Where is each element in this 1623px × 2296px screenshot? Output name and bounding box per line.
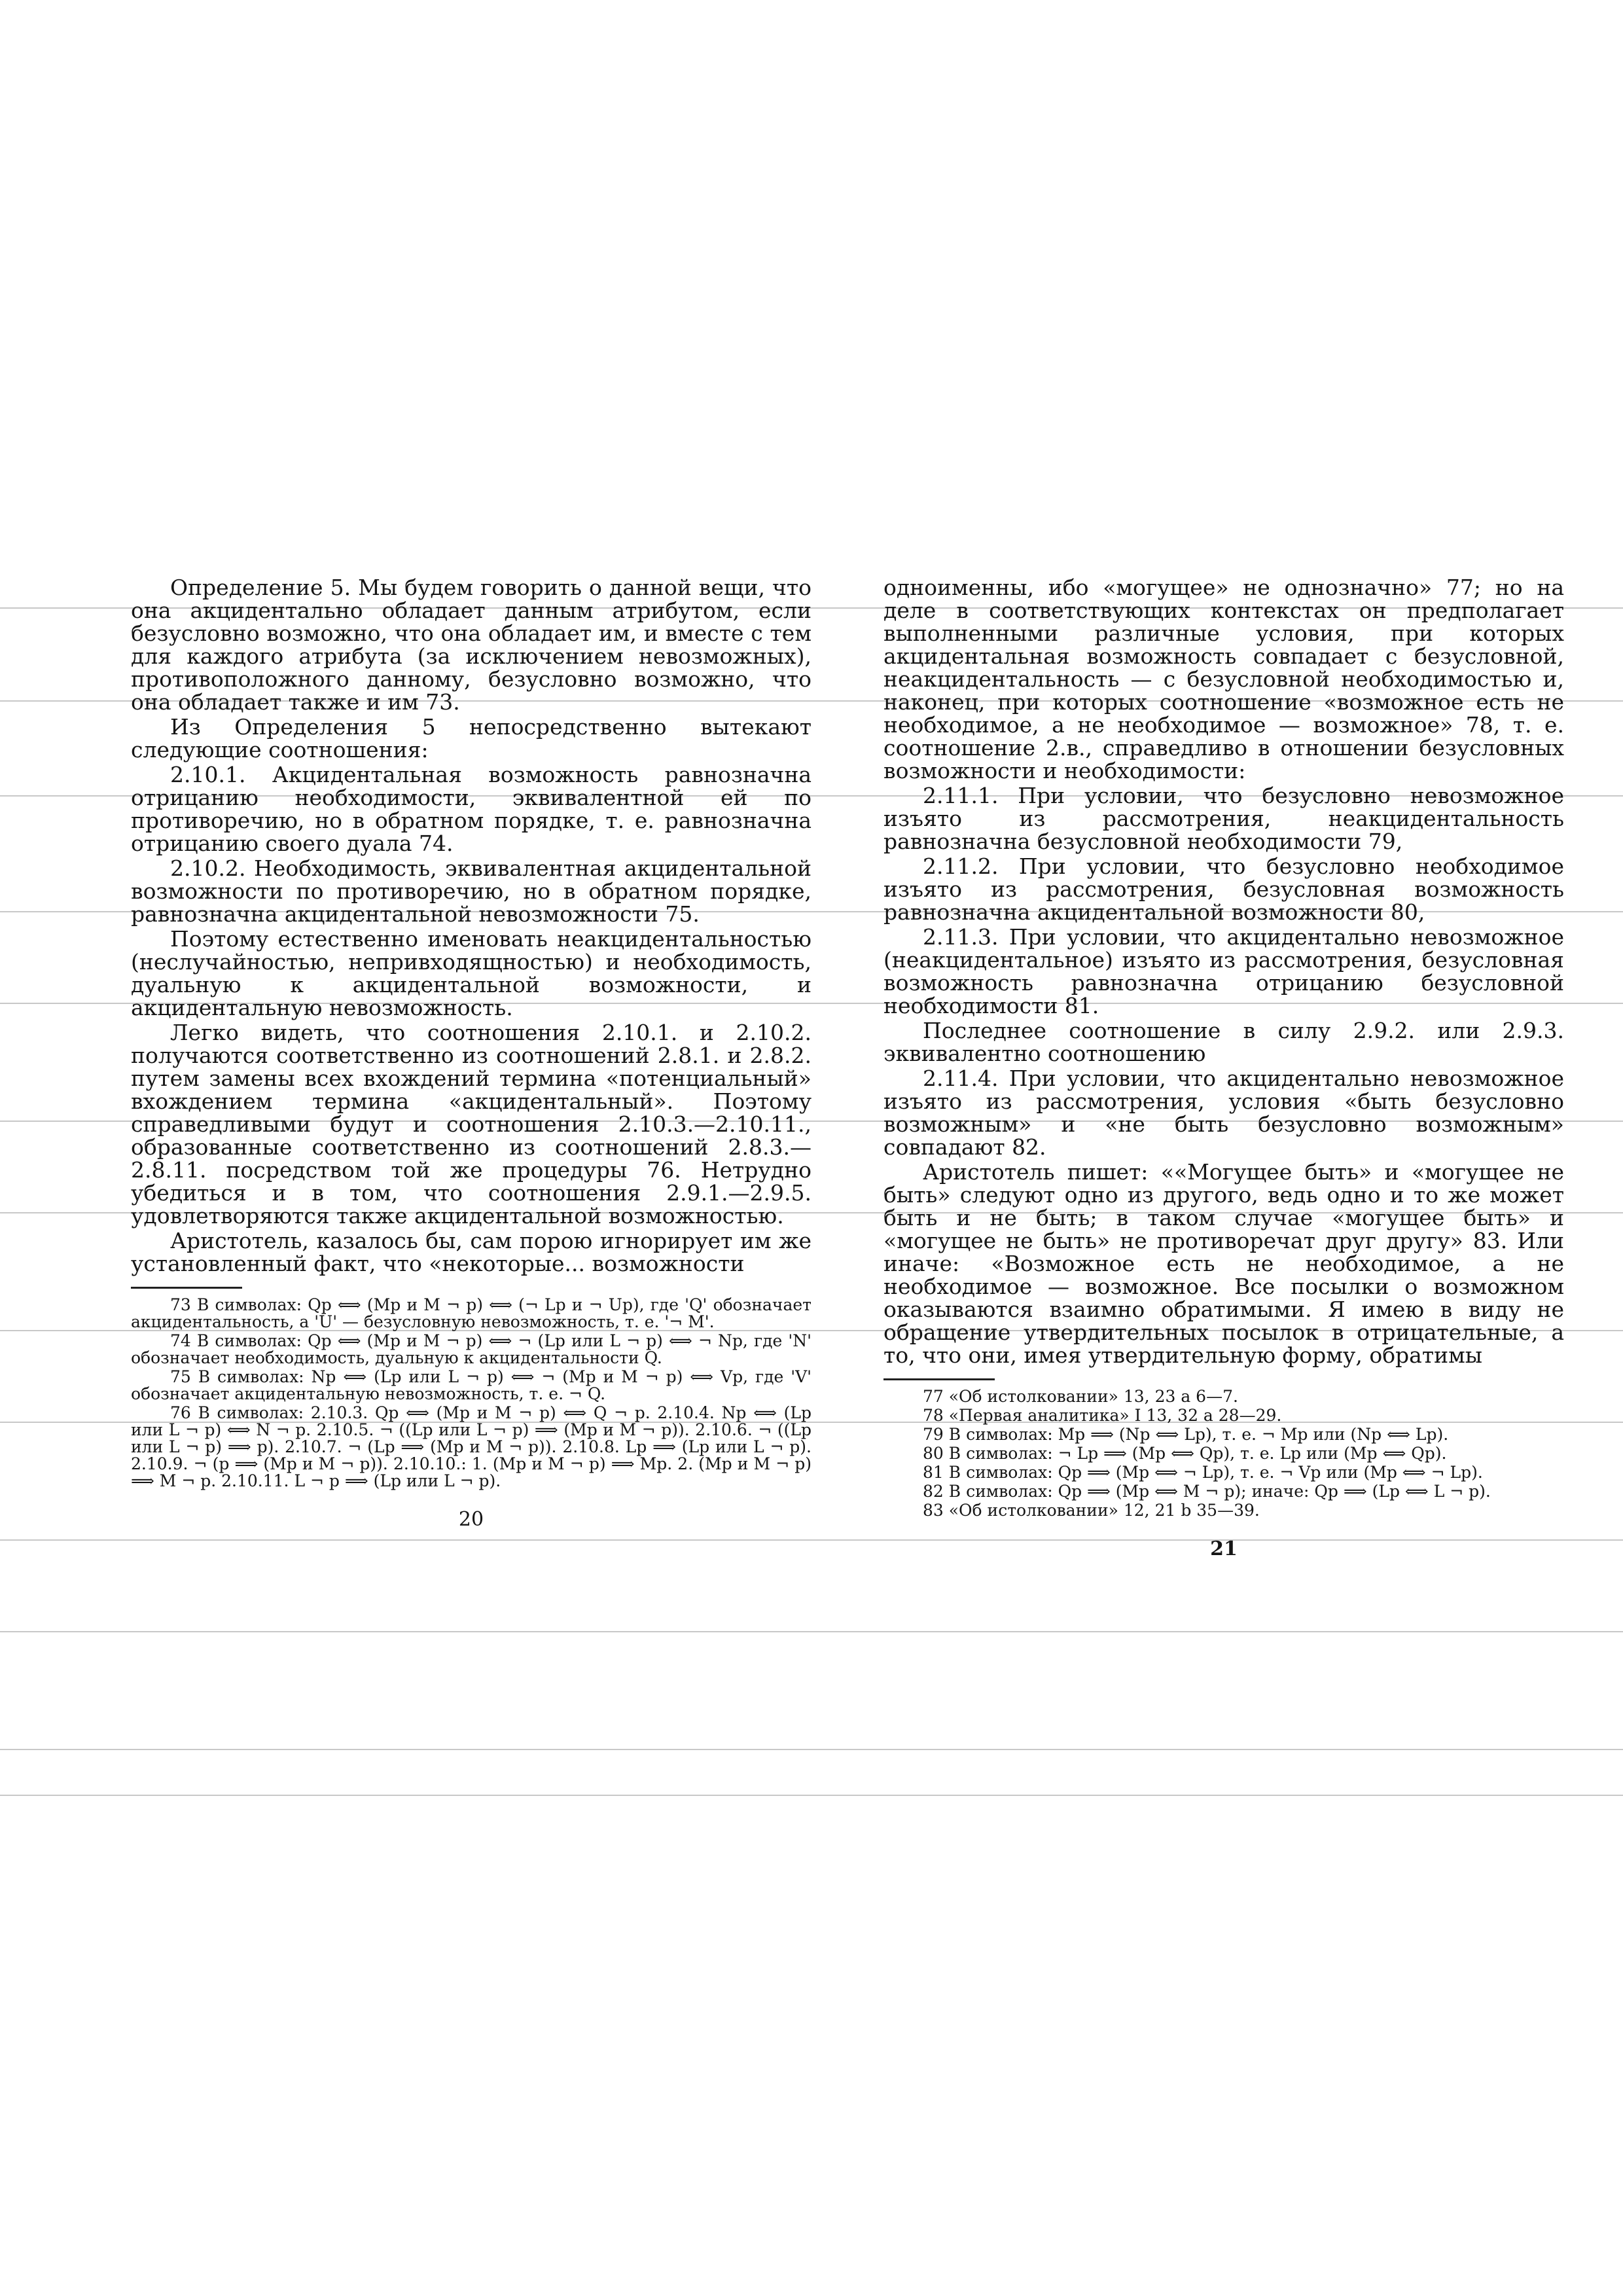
left-paragraph: Легко видеть, что соотношения 2.10.1. и 2.10.2. получаются соответственно из соотношений 2.8.1. и 2.8.2. путем замены всех вхождений термина «потенциальный» вхождением термина «акцидентальный». Поэтому справедливыми будут и соотношения 2.10.3.—2.10.11., образованные соответственно из соотношений 2.8.3.—2.8.11. посредством той же процедуры 76. Нетрудно убедиться и в том, что соотношения 2.9.1.—2.9.5. удовлетворяются также акцидентальной возможностью. [131,1020,812,1229]
scan-line [0,1795,1623,1796]
scan-line [0,1749,1623,1750]
left-paragraph: Аристотель, казалось бы, сам порою игнорирует им же установленный факт, что «некоторые... возможности [131,1228,812,1276]
right-paragraph: 2.11.1. При условии, что безусловно невозможное изъято из рассмотрения, неакцидентальность равнозначна безусловной необходимости 79, [883,783,1564,854]
footnote: 81 В символах: Qp ⟹ (Mp ⟺ ¬ Lp), т. е. ¬ Vp или (Mp ⟺ ¬ Lp). [923,1463,1483,1482]
footnote: 79 В символах: Mp ⟹ (Np ⟺ Lp), т. е. ¬ Mp или (Np ⟺ Lp). [923,1425,1449,1444]
left-page [131,576,812,1531]
left-paragraph: Из Определения 5 непосредственно вытекают следующие соотношения: [131,714,812,762]
left-paragraph: Определение 5. Мы будем говорить о данной вещи, что она акцидентально обладает данным атрибутом, если безусловно возможно, что она обладает им, и вместе с тем для каждого атрибута (за исключением невозможных), противоположного данному, безусловно возможно, что она обладает также и им 73. [131,575,812,715]
scan-line [0,1631,1623,1632]
footnote: 74 В символах: Qp ⟺ (Mp и M ¬ p) ⟺ ¬ (Lp или L ¬ p) ⟺ ¬ Np, где 'N' обозначает необходимость, дуальную к акцидентальности Q. [131,1331,812,1367]
right-page [883,576,1564,1560]
right-paragraph: 2.11.4. При условии, что акцидентально невозможное изъято из рассмотрения, условия «быть безусловно возможным» и «не быть безусловно возможным» совпадают 82. [883,1066,1564,1160]
footnote-separator [883,1378,995,1380]
footnote: 82 В символах: Qp ⟹ (Mp ⟺ M ¬ p); иначе: Qp ⟹ (Lp ⟺ L ¬ p). [923,1482,1491,1501]
footnote: 77 «Об истолковании» 13, 23 а 6—7. [923,1387,1238,1406]
page-number: 21 [1210,1537,1238,1560]
left-paragraph: Поэтому естественно именовать неакцидентальностью (неслучайностью, непривходящностью) и необходимость, дуальную к акцидентальной возможности, и акцидентальную невозможность. [131,926,812,1020]
left-paragraph: 2.10.2. Необходимость, эквивалентная акцидентальной возможности по противоречию, но в обратном порядке, равнозначна акцидентальной невозможности 75. [131,855,812,927]
footnote: 73 В символах: Qp ⟺ (Mp и M ¬ p) ⟺ (¬ Lp и ¬ Up), где 'Q' обозначает акцидентальность, а 'U' — безусловную невозможность, т. е. '¬ M'. [131,1295,812,1331]
page-number: 20 [458,1508,484,1531]
right-paragraph: 2.11.2. При условии, что безусловно необходимое изъято из рассмотрения, безусловная возможность равнозначна акцидентальной возможности 80, [883,853,1564,925]
footnote: 80 В символах: ¬ Lp ⟹ (Mp ⟺ Qp), т. е. Lp или (Mp ⟺ Qp). [923,1444,1447,1463]
right-paragraph: 2.11.3. При условии, что акцидентально невозможное (неакцидентальное) изъято из рассмотрения, безусловная возможность равнозначна отрицанию безусловной необходимости 81. [883,924,1564,1018]
footnote: 75 В символах: Np ⟺ (Lp или L ¬ p) ⟺ ¬ (Mp и M ¬ p) ⟺ Vp, где 'V' обозначает акцидентальную невозможность, т. е. ¬ Q. [131,1367,812,1403]
left-paragraph: 2.10.1. Акцидентальная возможность равнозначна отрицанию необходимости, эквивалентной ей по противоречию, но в обратном порядке, т. е. равнозначна отрицанию своего дуала 74. [131,762,812,856]
footnote: 83 «Об истолковании» 12, 21 b 35—39. [923,1501,1260,1520]
footnote-separator [131,1287,242,1289]
footnote: 76 В символах: 2.10.3. Qp ⟺ (Mp и M ¬ p) ⟺ Q ¬ p. 2.10.4. Np ⟺ (Lp или L ¬ p) ⟺ N ¬ p. 2.10.5. ¬ ((Lp или L ¬ p) ⟹ (Mp и M ¬ p)). 2.10.6. ¬ ((Lp или L ¬ p) ⟹ p). 2.10.7. ¬ (Lp ⟹ (Mp и M ¬ p)). 2.10.8. Lp ⟹ (Lp или L ¬ p). 2.10.9. ¬ (p ⟹ (Mp и M ¬ p)). 2.10.10.: 1. (Mp и M ¬ p) ⟹ Mp. 2. (Mp и M ¬ p) ⟹ M ¬ p. 2.10.11. L ¬ p ⟹ (Lp или L ¬ p). [131,1403,812,1490]
right-paragraph: Аристотель пишет: ««Могущее быть» и «могущее не быть» следуют одно из другого, ведь одно и то же может быть и не быть; в таком случае «могущее быть» и «могущее не быть» не противоречат друг другу» 83. Или иначе: «Возможное есть не необходимое, а не необходимое — возможное. Все посылки о возможном оказываются взаимно обратимыми. Я имею в виду не обращение утвердительных посылок в отрицательные, а то, что они, имея утвердительную форму, обратимы [883,1159,1564,1368]
right-paragraph: одноименны, ибо «могущее» не однозначно» 77; но на деле в соответствующих контекстах он предполагает выполненными различные условия, при которых акцидентальная возможность совпадает с безусловной, неакцидентальность — с безусловной необходимостью и, наконец, при которых соотношение «возможное есть не необходимое, а не необходимое — возможное» 78, т. е. соотношение 2.в., справедливо в отношении безусловных возможности и необходимости: [883,575,1564,783]
footnote: 78 «Первая аналитика» I 13, 32 а 28—29. [923,1406,1282,1425]
right-paragraph: Последнее соотношение в силу 2.9.2. или 2.9.3. эквивалентно соотношению [883,1018,1564,1066]
